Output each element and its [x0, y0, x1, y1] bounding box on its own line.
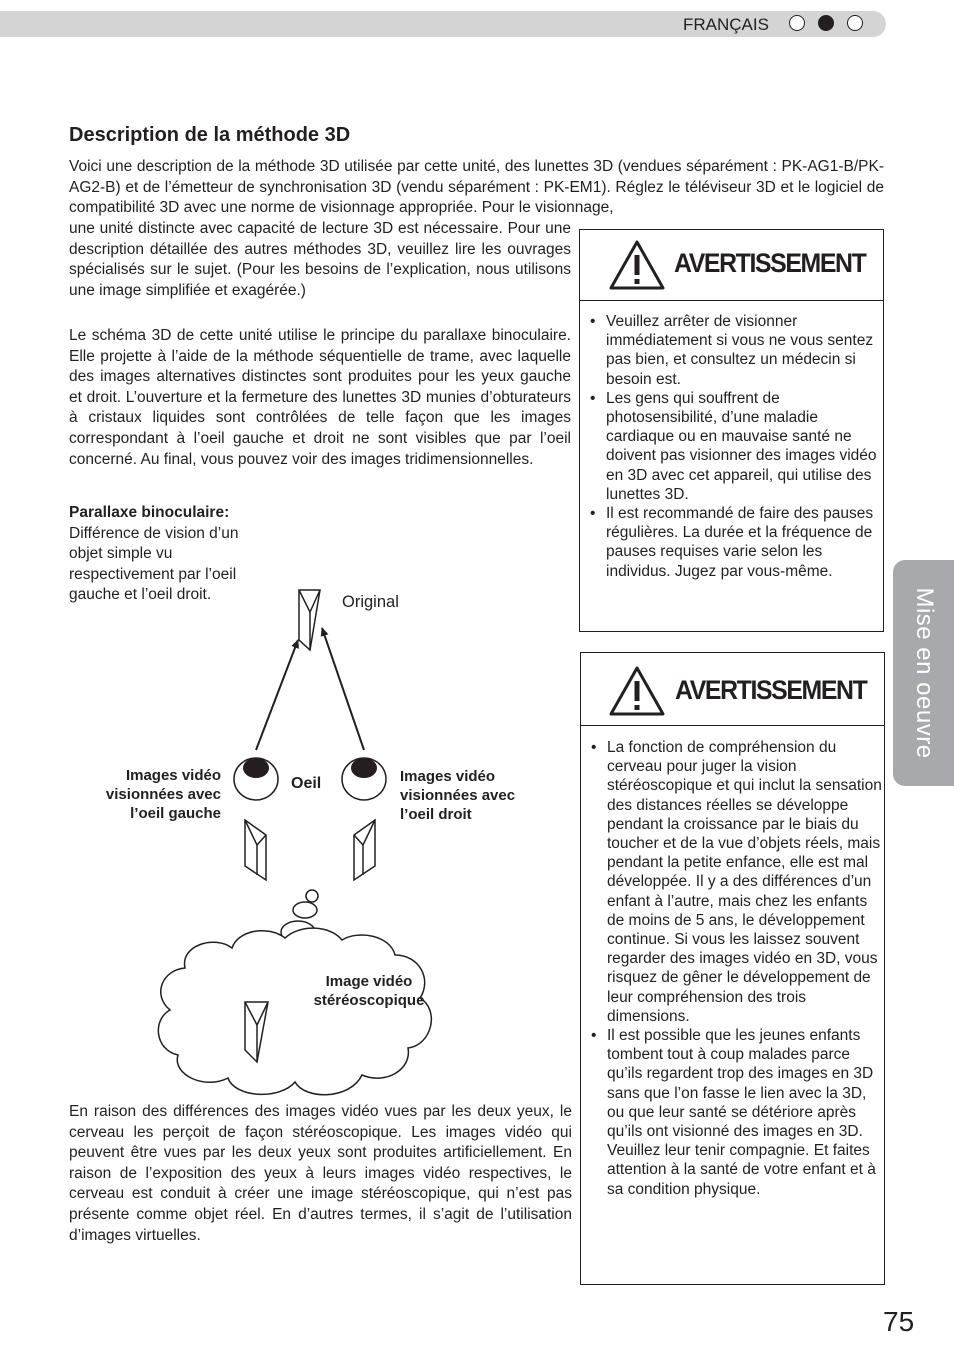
parallax-term: Parallaxe binoculaire:: [69, 504, 230, 521]
left-image-icon: [245, 820, 266, 880]
warning-item: • Veuillez arrêter de visionner immédiatement si vous ne vous sentez pas bien, et consultez un médecin si besoin est.: [580, 312, 883, 389]
warning-header: [580, 230, 883, 301]
warning-triangle-icon: [608, 239, 666, 291]
left-eye-icon: [234, 758, 278, 800]
chapter-tab[interactable]: [893, 560, 954, 786]
warning-list: [581, 738, 884, 1199]
original-object-icon: [299, 590, 320, 650]
warning-item: • Il est possible que les jeunes enfants tombent tout à coup malades parce qu’ils regardent trop des images en 3D sans que l’on fasse le lien avec la 3D, ou que leur santé se détériore après qu’ils ont visionné des images en 3D. Veuillez leur tenir compagnie. Et faites attention à la santé de votre enfant et à sa condition physique.: [581, 1026, 884, 1199]
language-label: FRANÇAIS: [683, 15, 769, 34]
warning-item: • Il est recommandé de faire des pauses régulières. La durée et la fréquence de pauses requises varie selon les individus. Jugez par vous-même.: [580, 504, 883, 581]
section-title: Description de la méthode 3D: [69, 124, 351, 146]
intro-paragraph-continued: une unité distincte avec capacité de lecture 3D est nécessaire. Pour une description détaillée des autres méthodes 3D, veuillez lire les ouvrages spécialisés sur le sujet. (Pour les besoins de l’explication, nous utilisons une image simplifiée et exagérée.): [69, 220, 571, 299]
right-image-icon: [354, 820, 375, 880]
warning-item: • La fonction de compréhension du cerveau pour juger la vision stéréoscopique et qui inclut la sensation des distances réelles se développe pendant la croissance par le biais du toucher et de la vue d’objets réels, mais pendant la petite enfance, elle est mal développée. Il y a des différences d’un enfant à l’autre, mais chez les enfants de moins de 5 ans, le développement continue. Si vous les laissez souvent regarder des images vidéo en 3D, vous risquez de gêner le développement de leur compréhension des trois dimensions.: [581, 738, 884, 1026]
chapter-tab-label: Mise en oeuvre: [910, 587, 938, 759]
right-eye-icon: [342, 758, 386, 800]
stereo-image-label: Image vidéo stéréoscopique: [313, 973, 425, 1009]
intro-paragraph: Voici une description de la méthode 3D utilisée par cette unité, des lunettes 3D (vendues séparément : PK-AG1-B/PK-AG2-B) et de l’émetteur de synchronisation 3D (vendu séparément : PK-EM1). Réglez le téléviseur 3D et le logiciel de compatibilité 3D avec une norme de visionnage appropriée. Pour le visionnage,: [69, 158, 884, 217]
sight-line-right: [322, 628, 364, 750]
warning-box-1: [579, 229, 884, 632]
warning-title: AVERTISSEMENT: [675, 675, 867, 705]
warning-title: AVERTISSEMENT: [674, 248, 866, 278]
warning-triangle-icon: [608, 665, 666, 717]
page-number: 75: [883, 1306, 915, 1337]
original-label: Original: [342, 593, 399, 611]
method-paragraph: Le schéma 3D de cette unité utilise le principe du parallaxe binoculaire. Elle projette à l’aide de la méthode séquentielle de trame, avec laquelle des images alternatives distinctes sont produites pour les yeux gauche et droit. L’ouverture et la fermeture des lunettes 3D munies d’obturateurs à cristaux liquides sont contrôlées de telle façon que les images correspondant à l’oeil gauche et droit ne sont visibles que par l’oeil concerné. Au final, vous pouvez voir des images tridimensionnelles.: [69, 327, 571, 468]
warning-box-2: [580, 652, 885, 1285]
sight-line-left: [256, 640, 298, 750]
conclusion-paragraph: En raison des différences des images vidéo vues par les deux yeux, le cerveau les perçoit de façon stéréoscopique. Les images vidéo qui peuvent être vues par les deux yeux sont produites artificiellement. En raison de l’exposition des yeux à leurs images vidéo respectives, le cerveau est conduit à créer une image stéréoscopique, qui n’est pas présente comme objet réel. En d’autres termes, il s’agit de l’utilisation d’images virtuelles.: [69, 1103, 572, 1244]
left-images-label: Images vidéo visionnées avec l’oeil gauche: [105, 767, 221, 822]
warning-item: • Les gens qui souffrent de photosensibilité, d’une maladie cardiaque ou en mauvaise santé ne doivent pas visionner des images vidéo en 3D avec cet appareil, qui utilise des lunettes 3D.: [580, 389, 883, 504]
warning-list: [580, 312, 883, 581]
eye-label: Oeil: [291, 775, 322, 792]
warning-header: [581, 653, 884, 726]
right-images-label: Images vidéo visionnées avec l’oeil droit: [400, 768, 516, 823]
parallax-text: Différence de vision d’un objet simple vu respectivement par l’oeil gauche et l’oeil droit.: [69, 524, 239, 604]
